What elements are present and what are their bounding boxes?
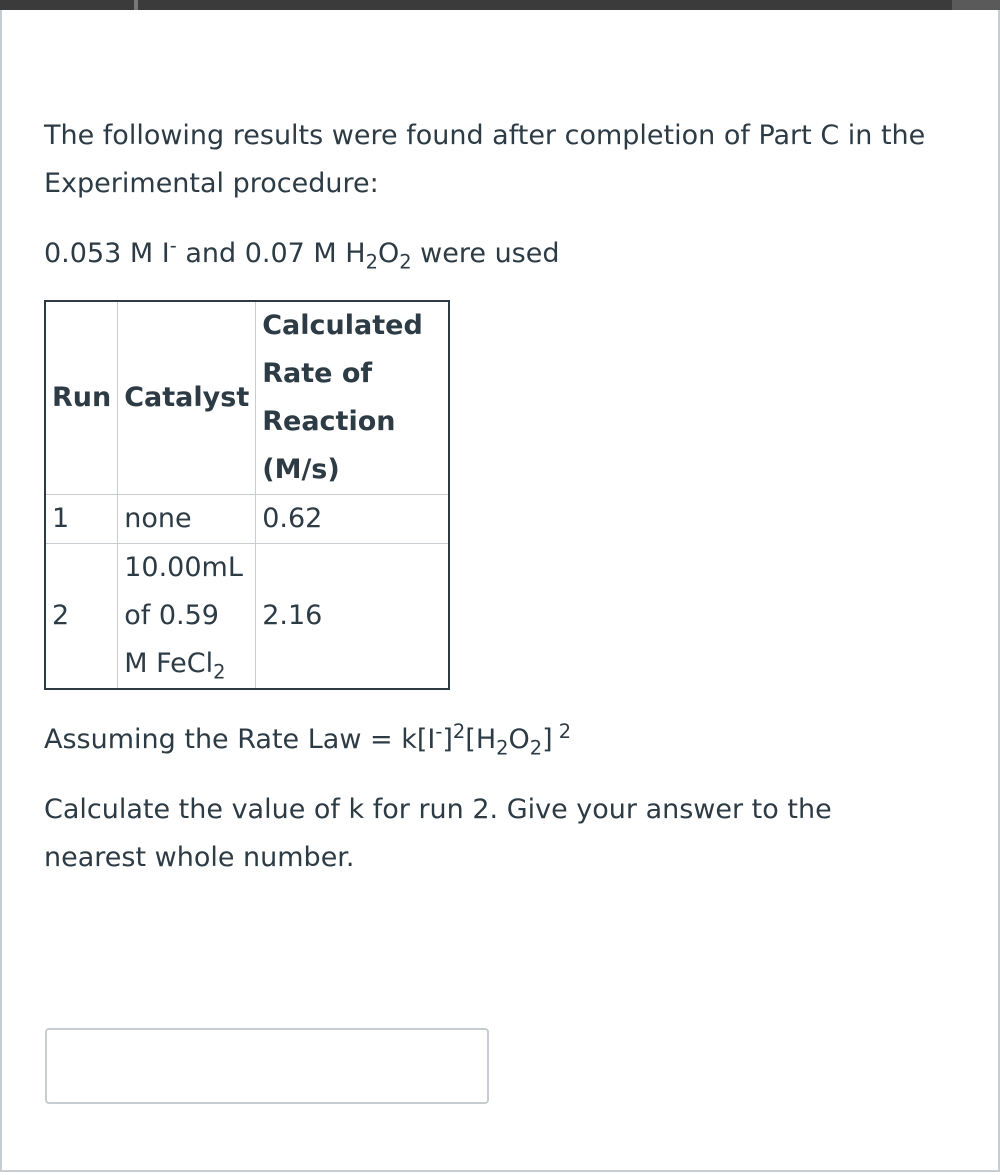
top-bar: [0, 0, 1000, 10]
question-prompt: Calculate the value of k for run 2. Give your answer to the nearest whole number.: [44, 794, 832, 873]
top-bar-corner: [952, 0, 1000, 10]
table-row: [45, 544, 449, 690]
o-subscript: 2: [399, 250, 412, 274]
catalyst-text: 10.00mL of 0.59 M FeCl: [124, 552, 243, 679]
results-table: [44, 300, 450, 690]
rate-law-o: O: [508, 724, 530, 755]
cell-run: 2: [45, 544, 118, 690]
rate-law-bracket-close-2: ]: [542, 724, 553, 755]
rate-law-exponent-2: 2: [558, 720, 572, 743]
rate-law-h: [H: [465, 724, 497, 755]
answer-input[interactable]: [45, 1028, 489, 1104]
question-intro: The following results were found after completion of Part C in the Experimental procedure:: [44, 120, 926, 199]
concentrations-statement: [44, 230, 984, 278]
catalyst-text: none: [124, 503, 192, 534]
iodide-charge: -: [169, 234, 177, 257]
rate-law-prefix: Assuming the Rate Law = k[I: [44, 724, 436, 755]
top-bar-divider: [134, 0, 138, 10]
cell-rate: 0.62: [256, 495, 450, 544]
conc-text-2: and 0.07 M H: [176, 238, 366, 269]
cell-rate: 2.16: [256, 544, 450, 690]
oxygen-symbol: O: [377, 238, 400, 269]
cell-catalyst: [118, 544, 256, 690]
cell-run: 1: [45, 495, 118, 544]
h-subscript: 2: [365, 250, 378, 274]
header-rate: Calculated Rate of Reaction (M/s): [256, 301, 450, 495]
rate-law-h-subscript: 2: [496, 736, 509, 760]
header-catalyst: Catalyst: [118, 301, 256, 495]
question-card: [0, 10, 1000, 1172]
cell-catalyst: [118, 495, 256, 544]
rate-law-statement: [44, 716, 984, 764]
question-content: [44, 112, 984, 882]
rate-law-exponent-1: 2: [452, 720, 466, 743]
rate-law-o-subscript: 2: [529, 736, 543, 760]
catalyst-subscript: 2: [213, 660, 226, 684]
conc-text-3: were used: [411, 238, 560, 269]
conc-text-1: 0.053 M I: [44, 238, 170, 269]
table-header-row: [45, 301, 449, 495]
rate-law-bracket-close: ]: [442, 724, 453, 755]
table-row: [45, 495, 449, 544]
header-run: Run: [45, 301, 118, 495]
rate-law-charge: -: [435, 720, 443, 743]
